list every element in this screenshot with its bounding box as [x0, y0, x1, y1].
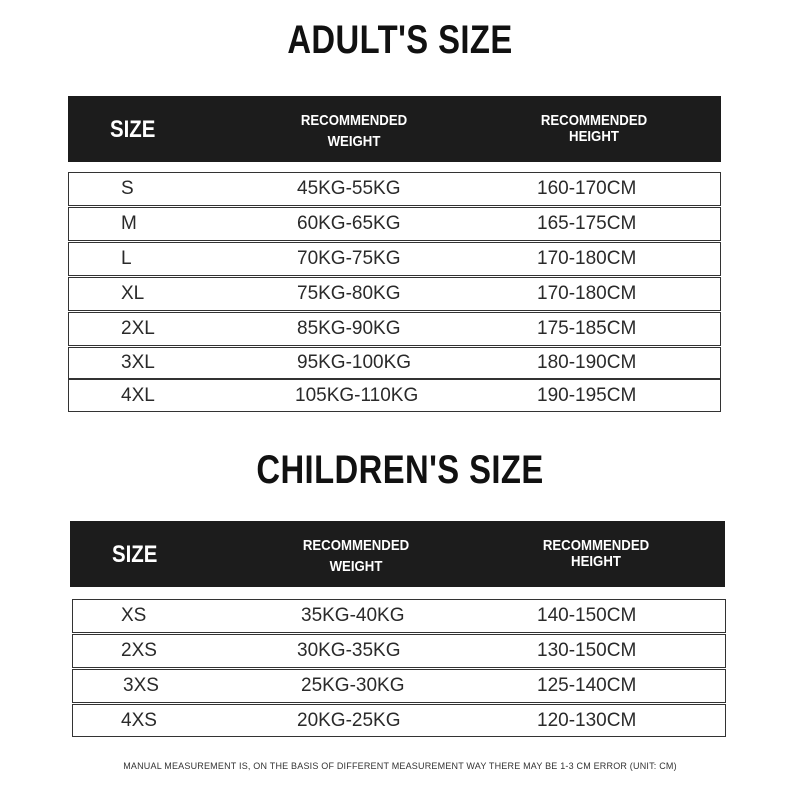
table-row [68, 347, 721, 379]
weight-cell: 105KG-110KG [295, 384, 419, 406]
header-weight-line2: WEIGHT [329, 558, 383, 575]
header-height-line1: RECOMMENDED [540, 112, 648, 129]
weight-cell: 60KG-65KG [297, 213, 401, 234]
weight-cell: 95KG-100KG [297, 352, 412, 373]
header-weight-line2: WEIGHT [327, 133, 381, 150]
weight-cell: 45KG-55KG [297, 178, 401, 199]
header-height-label [515, 113, 673, 145]
table-row [68, 207, 721, 241]
header-height-line1: RECOMMENDED [542, 537, 650, 554]
weight-cell: 20KG-25KG [297, 709, 401, 731]
adult-size-title: ADULT'S SIZE [287, 18, 513, 62]
size-cell: 3XS [123, 675, 159, 696]
adult-table-header [68, 96, 721, 162]
height-cell: 190-195CM [537, 384, 637, 406]
weight-cell: 35KG-40KG [301, 605, 405, 626]
height-cell: 175-185CM [537, 318, 637, 339]
height-cell: 165-175CM [537, 213, 637, 234]
height-cell: 120-130CM [537, 709, 637, 731]
size-cell: L [121, 248, 132, 269]
height-cell: 160-170CM [537, 178, 637, 199]
table-row [68, 379, 721, 412]
height-cell: 130-150CM [537, 640, 637, 661]
children-table-header [70, 521, 725, 587]
weight-cell: 85KG-90KG [297, 318, 401, 339]
size-cell: XL [121, 283, 145, 304]
header-size-label: SIZE [112, 541, 158, 568]
weight-cell: 75KG-80KG [297, 283, 401, 304]
size-cell: 3XL [121, 352, 155, 373]
header-weight-line1: RECOMMENDED [300, 112, 408, 129]
size-cell: M [121, 213, 137, 234]
header-height-label [517, 538, 675, 570]
header-weight-line1: RECOMMENDED [302, 537, 410, 554]
size-cell: 4XL [121, 384, 155, 406]
height-cell: 140-150CM [537, 605, 637, 626]
weight-cell: 25KG-30KG [301, 675, 405, 696]
table-row [72, 704, 726, 737]
weight-cell: 30KG-35KG [297, 640, 401, 661]
table-row [68, 242, 721, 276]
table-row [68, 312, 721, 346]
height-cell: 170-180CM [537, 248, 637, 269]
table-row [72, 599, 726, 633]
size-cell: S [121, 178, 134, 199]
header-size-label: SIZE [110, 116, 156, 143]
header-height-line2: HEIGHT [569, 128, 619, 145]
table-row [68, 277, 721, 311]
weight-cell: 70KG-75KG [297, 248, 401, 269]
header-weight-label [275, 111, 433, 151]
height-cell: 180-190CM [537, 352, 637, 373]
height-cell: 125-140CM [537, 675, 637, 696]
size-cell: 2XL [121, 318, 155, 339]
size-cell: 2XS [121, 640, 157, 661]
header-height-line2: HEIGHT [571, 553, 621, 570]
table-row [68, 172, 721, 206]
size-cell: XS [121, 605, 147, 626]
table-row [72, 634, 726, 668]
children-size-title: CHILDREN'S SIZE [256, 448, 544, 492]
table-row [72, 669, 726, 703]
height-cell: 170-180CM [537, 283, 637, 304]
size-cell: 4XS [121, 709, 157, 731]
measurement-footnote: MANUAL MEASUREMENT IS, ON THE BASIS OF DIFFERENT MEASUREMENT WAY THERE MAY BE 1-3 CM ERROR (UNIT: CM) [123, 761, 677, 771]
header-weight-label [277, 536, 435, 576]
